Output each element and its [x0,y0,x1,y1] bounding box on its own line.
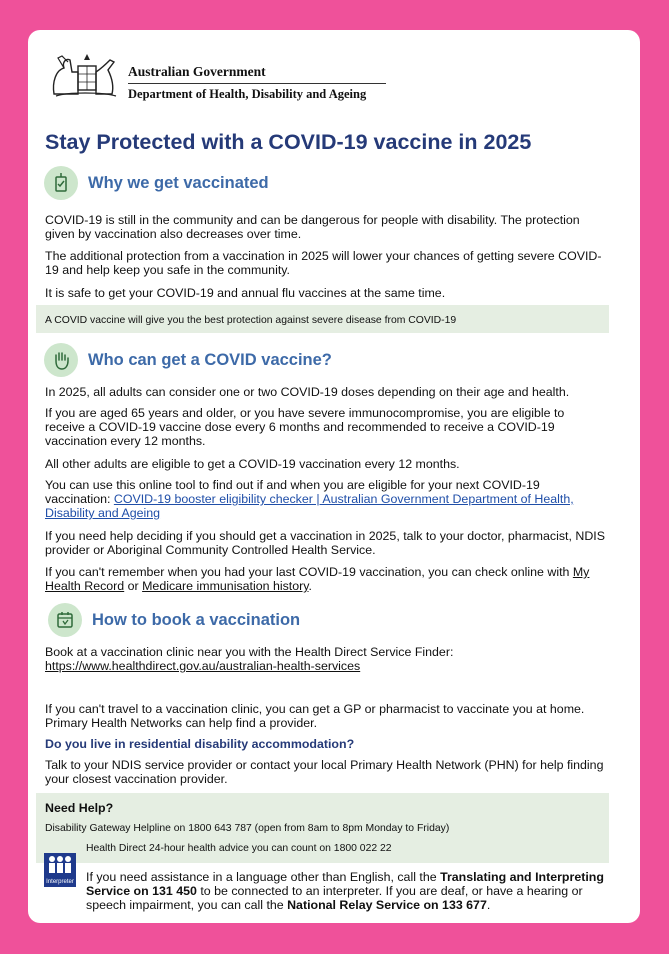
department-name: Department of Health, Disability and Ageing [128,87,367,101]
who-tool-paragraph [45,478,605,520]
coat-of-arms-icon [48,50,122,100]
page-title: Stay Protected with a COVID-19 vaccine in 2025 [45,130,532,154]
section-who-title: Who can get a COVID vaccine? [88,350,332,369]
page-card [28,30,640,923]
section-why-title: Why we get vaccinated [88,173,269,192]
record-text: If you can't remember when you had your last COVID-19 vaccination, you can check online with [45,565,573,579]
who-help-paragraph: If you need help deciding if you should get a vaccination in 2025, talk to your doctor, pharmacist, NDIS provider or Aboriginal Community Controlled Health Service. [45,529,605,557]
section-who-header [44,343,332,377]
interpreter-icon-label: Interpreter [46,879,74,885]
syringe-icon [44,166,78,200]
tis-number: Translating and Interpreting Service on 131 450 [86,870,604,898]
need-help-heading: Need Help? [45,801,114,815]
section-why-header [44,166,269,200]
residential-question: Do you live in residential disability accommodation? [45,737,355,751]
calendar-icon [48,603,82,637]
why-paragraph-3: It is safe to get your COVID-19 and annual flu vaccines at the same time. [45,286,446,300]
hand-icon [44,343,78,377]
who-paragraph-3: All other adults are eligible to get a COVID-19 vaccination every 12 months. [45,457,460,471]
book-finder-paragraph [45,645,605,673]
interp-text-1: If you need assistance in a language other than English, call the [86,870,441,884]
interp-text-2: to be connected to an interpreter. If you are deaf, or have a hearing or speech impairment, you can call the [86,884,583,912]
why-paragraph-2: The additional protection from a vaccination in 2025 will lower your chances of getting severe COVID-19 and help keep you safe in the community. [45,249,602,277]
medicare-history-link[interactable]: Medicare immunisation history [142,579,309,593]
book-home-paragraph: If you can't travel to a vaccination clinic, you can get a GP or pharmacist to vaccinate you at home. Primary Health Networks can help find a provider. [45,702,585,730]
interpreter-paragraph [86,870,606,912]
gateway-helpline-text: Disability Gateway Helpline on 1800 643 787 (open from 8am to 8pm Monday to Friday) [45,823,450,834]
who-tool-text: You can use this online tool to find out if and when you are eligible for your next COVID-19 vaccination: [45,478,540,506]
why-paragraph-1: COVID-19 is still in the community and can be dangerous for people with disability. The protection given by vaccination also decreases over time. [45,213,580,241]
government-name: Australian Government [128,64,386,84]
record-or-text: or [124,579,143,593]
who-record-paragraph [45,565,605,593]
who-paragraph-1: In 2025, all adults can consider one or two COVID-19 doses depending on their age and health. [45,385,570,399]
section-book-title: How to book a vaccination [92,610,301,629]
eligibility-checker-link[interactable]: COVID-19 booster eligibility checker | Australian Government Department of Health, Disability and Ageing [45,492,574,520]
record-end-text: . [308,579,312,593]
callout-text: A COVID vaccine will give you the best protection against severe disease from COVID-19 [45,315,457,326]
government-header [48,50,386,102]
interp-text-3: . [486,898,491,912]
nrs-number: National Relay Service on 133 677 [287,898,487,912]
book-ndis-paragraph: Talk to your NDIS service provider or contact your local Primary Health Network (PHN) for help finding your closest vaccination provider. [45,758,604,786]
interpreter-icon [44,853,76,887]
my-health-record-link[interactable]: My Health Record [45,565,590,593]
healthdirect-services-link[interactable]: https://www.healthdirect.gov.au/australian-health-services [45,659,361,673]
who-paragraph-2: If you are aged 65 years and older, or you have severe immunocompromise, you are eligible to receive a COVID-19 vaccine dose every 6 months and recommended to receive a COVID-19 vaccination every 12 months. [45,406,565,448]
finder-text: Book at a vaccination clinic near you with the Health Direct Service Finder: [45,645,454,659]
section-book-header [48,603,300,637]
healthdirect-advice-text: Health Direct 24-hour health advice you can count on 1800 022 22 [86,843,392,854]
